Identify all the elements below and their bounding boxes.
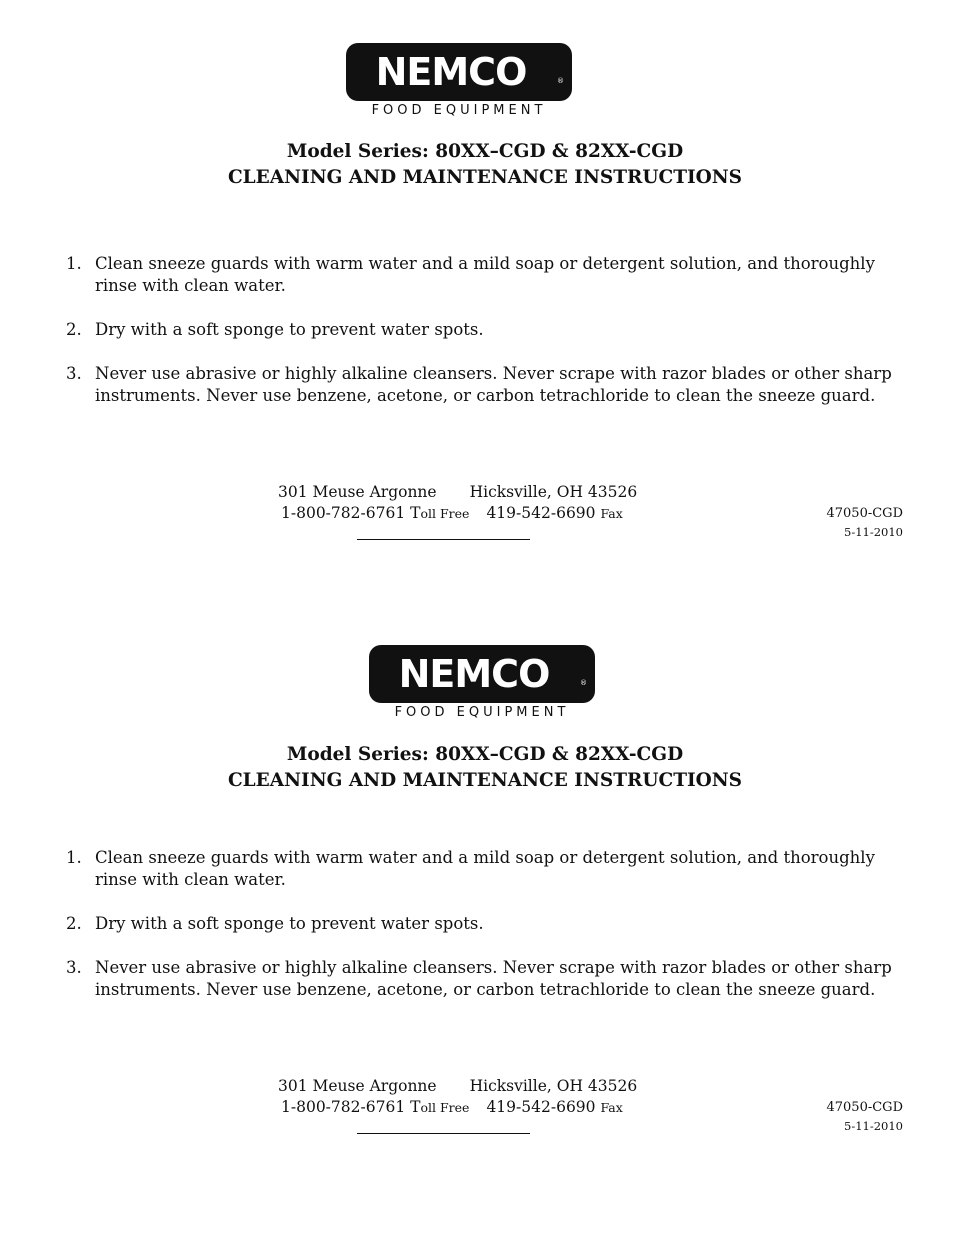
- document-date: 5-11-2010: [844, 525, 903, 539]
- title-model-series: Model Series: 80XX–CGD & 82XX-CGD: [286, 744, 684, 765]
- fax-number: 419-542-6690: [486, 504, 596, 522]
- page-title: [0, 139, 954, 191]
- step-number: 1.: [66, 848, 82, 867]
- instruction-list: [66, 253, 916, 429]
- tollfree-number: 1-800-782-6761: [281, 504, 406, 522]
- list-item: [66, 363, 916, 407]
- step-text: Clean sneeze guards with warm water and a mild soap or detergent solution, and thoroughly rinse with clean water.: [95, 254, 875, 295]
- title-model-series: Model Series: 80XX–CGD & 82XX-CGD: [286, 141, 684, 162]
- step-number: 3.: [66, 364, 82, 383]
- instruction-list: [66, 847, 916, 1023]
- fax-label: Fax: [600, 1100, 623, 1115]
- registered-mark: ®: [580, 679, 587, 687]
- street-address: 301 Meuse Argonne: [278, 483, 437, 501]
- fax-label: Fax: [600, 506, 623, 521]
- document-number: 47050-CGD: [826, 1100, 903, 1115]
- list-item: [66, 913, 916, 935]
- address-line: [278, 482, 637, 503]
- step-text: Never use abrasive or highly alkaline cleansers. Never scrape with razor blades or other sharp instruments. Never use benzene, acetone, or carbon tetrachloride to clean the sneeze guard.: [95, 958, 892, 999]
- document-date: 5-11-2010: [844, 1119, 903, 1133]
- logo-tagline: FOOD EQUIPMENT: [394, 705, 570, 720]
- list-item: [66, 253, 916, 297]
- title-instructions: CLEANING AND MAINTENANCE INSTRUCTIONS: [227, 167, 743, 188]
- list-item: [66, 957, 916, 1001]
- tollfree-number: 1-800-782-6761: [281, 1098, 406, 1116]
- city-state-zip: Hicksville, OH 43526: [469, 483, 638, 501]
- step-number: 2.: [66, 914, 82, 933]
- step-number: 2.: [66, 320, 82, 339]
- divider: [357, 1133, 530, 1134]
- logo-tagline: FOOD EQUIPMENT: [371, 103, 547, 118]
- registered-mark: ®: [557, 77, 564, 85]
- tollfree-label: oll Free: [420, 506, 470, 521]
- logo-brand: NEMCO: [375, 50, 527, 94]
- nemco-logo: [346, 43, 574, 118]
- street-address: 301 Meuse Argonne: [278, 1077, 437, 1095]
- tollfree-label: oll Free: [420, 1100, 470, 1115]
- instruction-sheet-1: [0, 0, 954, 600]
- step-number: 1.: [66, 254, 82, 273]
- page-title: [0, 742, 954, 794]
- step-number: 3.: [66, 958, 82, 977]
- divider: [357, 539, 530, 540]
- logo-brand: NEMCO: [398, 652, 550, 696]
- list-item: [66, 319, 916, 341]
- fax-number: 419-542-6690: [486, 1098, 596, 1116]
- step-text: Dry with a soft sponge to prevent water spots.: [95, 914, 484, 933]
- step-text: Clean sneeze guards with warm water and a mild soap or detergent solution, and thoroughly rinse with clean water.: [95, 848, 875, 889]
- step-text: Dry with a soft sponge to prevent water spots.: [95, 320, 484, 339]
- instruction-sheet-2: [0, 603, 954, 1203]
- title-instructions: CLEANING AND MAINTENANCE INSTRUCTIONS: [227, 770, 743, 791]
- phone-line: 1-800-782-6761 Toll Free 419-542-6690 Fax: [281, 504, 623, 522]
- step-text: Never use abrasive or highly alkaline cleansers. Never scrape with razor blades or other sharp instruments. Never use benzene, acetone, or carbon tetrachloride to clean the sneeze guard.: [95, 364, 892, 405]
- city-state-zip: Hicksville, OH 43526: [469, 1077, 638, 1095]
- document-number: 47050-CGD: [826, 506, 903, 521]
- list-item: [66, 847, 916, 891]
- address-line: [278, 1076, 637, 1097]
- nemco-logo: [369, 645, 597, 720]
- phone-line: 1-800-782-6761 Toll Free 419-542-6690 Fax: [281, 1098, 623, 1116]
